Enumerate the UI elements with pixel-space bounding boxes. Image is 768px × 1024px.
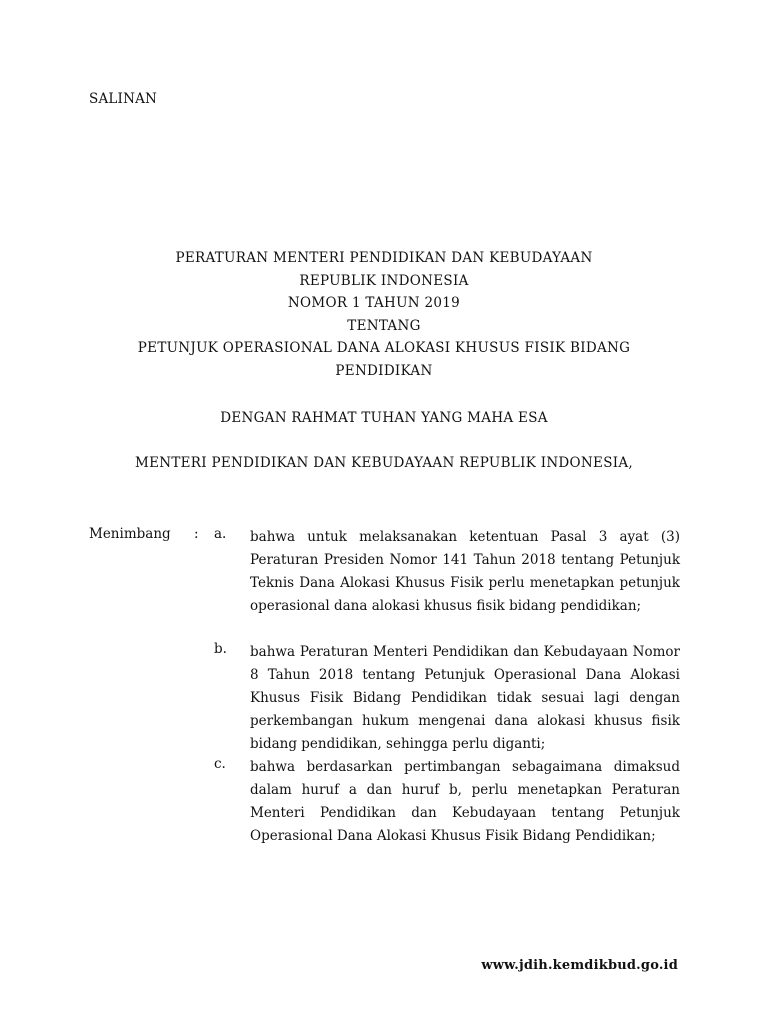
item-letter: c. [214, 756, 226, 772]
title-line-1: PERATURAN MENTERI PENDIDIKAN DAN KEBUDAYAAN [175, 250, 593, 266]
website-url-link[interactable]: www.jdih.kemdikbud.go.id [481, 958, 678, 973]
regulation-title [84, 247, 684, 382]
minister-line: MENTERI PENDIDIKAN DAN KEBUDAYAAN REPUBLIK INDONESIA, [134, 455, 634, 471]
item-text: bahwa berdasarkan pertimbangan sebagaimana dimaksud dalam huruf a dan huruf b, perlu menetapkan Peraturan Menteri Pendidikan dan Kebudayaan tentang Petunjuk Operasional Dana Alokasi Khusus Fisik Bidang Pendidikan; [250, 759, 680, 844]
regulation-number: NOMOR 1 TAHUN 2019 [287, 295, 461, 311]
item-text: bahwa untuk melaksanakan ketentuan Pasal 3 ayat (3) Peraturan Presiden Nomor 141 Tahun 2018 tentang Petunjuk Teknis Dana Alokasi Khusus Fisik perlu menetapkan petunjuk operasional dana alokasi khusus fisik bidang pendidikan; [250, 529, 680, 614]
title-line-6: PENDIDIKAN [335, 362, 433, 379]
title-line-4: TENTANG [347, 317, 421, 334]
considering-label: Menimbang [89, 526, 171, 542]
copy-label: SALINAN [89, 91, 158, 107]
item-letter: b. [214, 641, 227, 657]
title-line-2: REPUBLIK INDONESIA [299, 272, 469, 289]
title-line-5: PETUNJUK OPERASIONAL DANA ALOKASI KHUSUS FISIK BIDANG [137, 340, 631, 356]
item-text: bahwa Peraturan Menteri Pendidikan dan Kebudayaan Nomor 8 Tahun 2018 tentang Petunjuk Operasional Dana Alokasi Khusus Fisik Bidang Pendidikan tidak sesuai lagi dengan perkembangan hukum mengenai dana alokasi khusus fisik bidang pendidikan, sehingga perlu diganti; [250, 644, 680, 752]
considering-colon: : [194, 526, 199, 542]
blessing-line: DENGAN RAHMAT TUHAN YANG MAHA ESA [220, 410, 548, 426]
item-letter: a. [214, 526, 227, 542]
